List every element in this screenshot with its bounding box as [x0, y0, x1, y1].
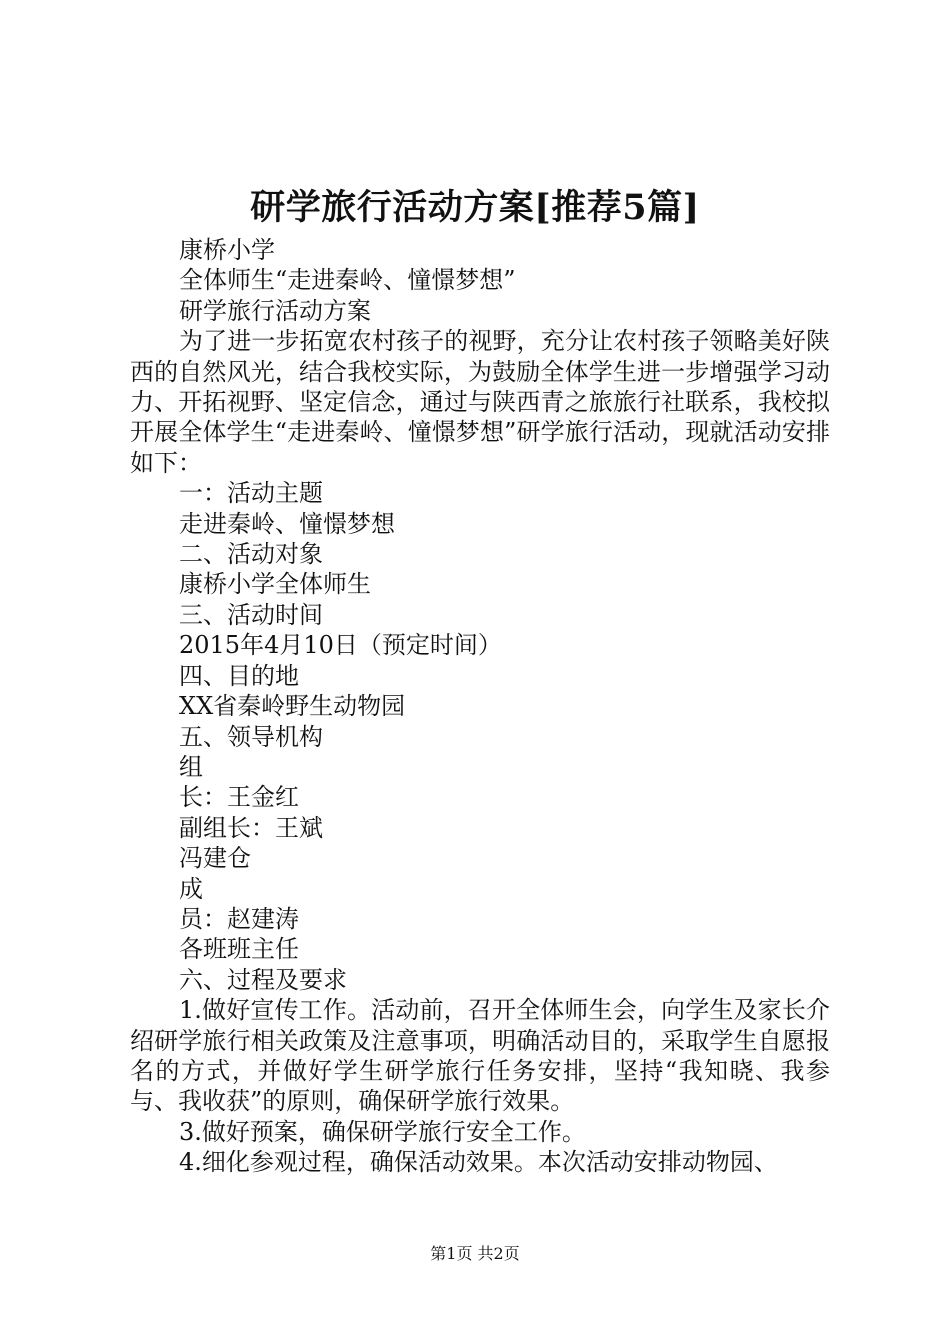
body-line: 四、目的地 — [179, 661, 299, 690]
document-title: 研学旅行活动方案[推荐5篇] — [250, 187, 700, 228]
body-line: 冯建仓 — [179, 844, 251, 873]
body-line: 康桥小学 — [179, 236, 275, 264]
body-line: 各班班主任 — [179, 935, 299, 964]
body-paragraph: 1.做好宣传工作。活动前，召开全体师生会，向学生及家长介绍研学旅行相关政策及注意事项，明确活动目的，采取学生自愿报名的方式，并做好学生研学旅行任务安排，坚持“我知晓、我参与、我收获”的原则，确保研学旅行效果。 — [130, 996, 830, 1116]
body-line: 二、活动对象 — [179, 540, 323, 569]
body-line: 三、活动时间 — [179, 600, 323, 629]
body-paragraph: 3.做好预案，确保研学旅行安全工作。 — [179, 1117, 586, 1146]
body-line: 组 — [179, 752, 203, 781]
body-line: 员：赵建涛 — [179, 904, 299, 933]
body-line: 研学旅行活动方案 — [179, 296, 371, 325]
body-line: 副组长：王斌 — [179, 813, 323, 842]
body-line: 一：活动主题 — [179, 479, 323, 508]
body-line: 走进秦岭、憧憬梦想 — [179, 509, 395, 538]
body-line: 五、领导机构 — [179, 722, 323, 751]
body-line: XX省秦岭野生动物园 — [179, 692, 406, 721]
body-line: 长：王金红 — [179, 783, 299, 812]
body-line: 2015年4月10日（预定时间） — [179, 631, 502, 660]
body-paragraph: 4.细化参观过程，确保活动效果。本次活动安排动物园、 — [179, 1148, 778, 1177]
page-footer: 第1页 共2页 — [430, 1244, 520, 1263]
document-body — [130, 235, 830, 1178]
body-line: 康桥小学全体师生 — [179, 570, 371, 599]
body-line: 六、过程及要求 — [179, 965, 347, 994]
body-line: 全体师生“走进秦岭、憧憬梦想” — [179, 266, 516, 295]
body-line: 成 — [179, 874, 203, 903]
body-paragraph: 为了进一步拓宽农村孩子的视野，充分让农村孩子领略美好陕西的自然风光，结合我校实际，为鼓励全体学生进一步增强学习动力、开拓视野、坚定信念，通过与陕西青之旅旅行社联系，我校拟开展全体学生“走进秦岭、憧憬梦想”研学旅行活动，现就活动安排如下： — [130, 327, 830, 477]
